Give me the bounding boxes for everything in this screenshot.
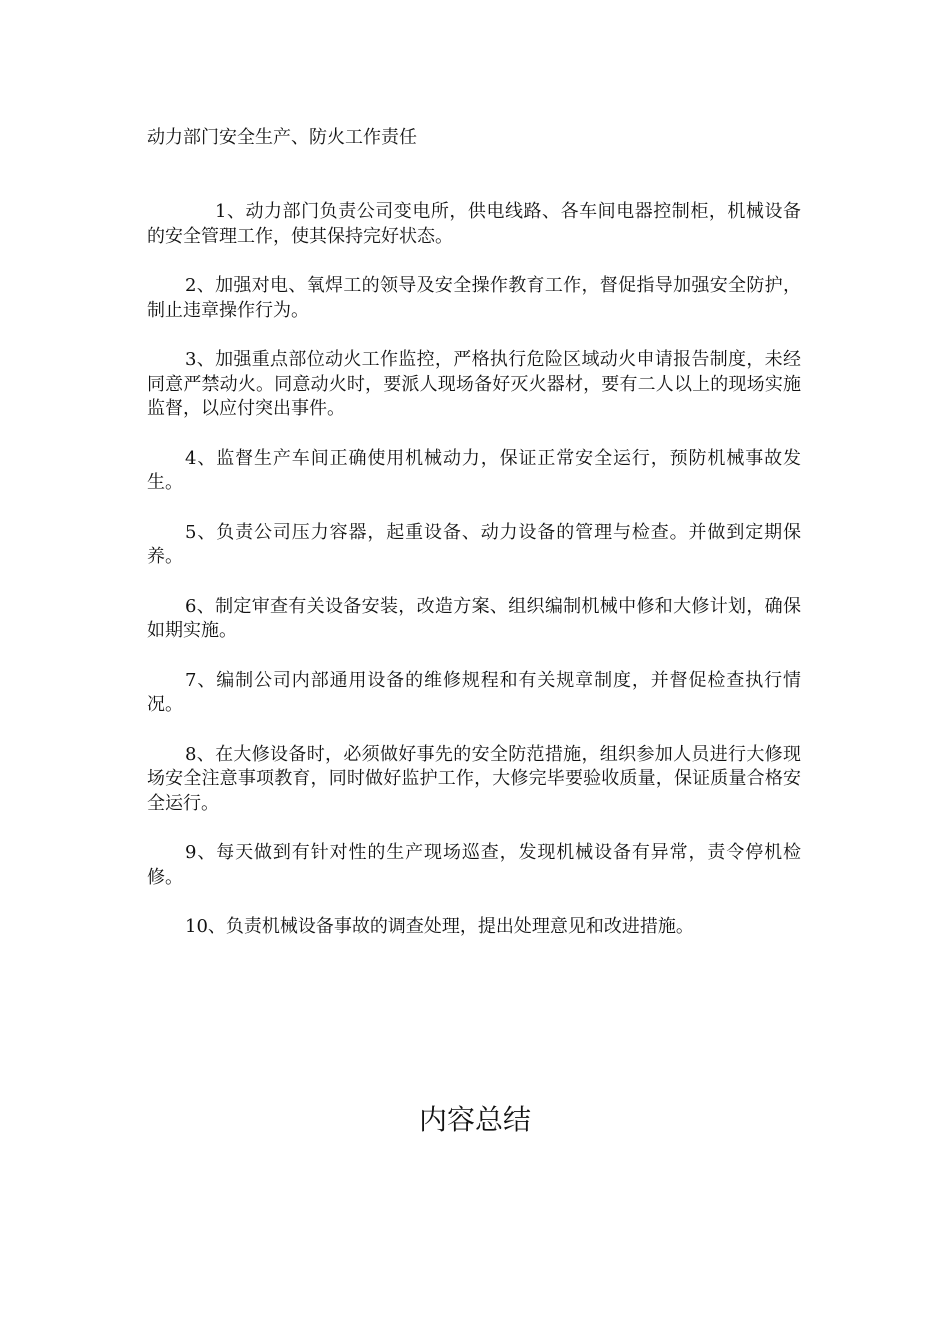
list-item: 3、加强重点部位动火工作监控，严格执行危险区域动火申请报告制度，未经同意严禁动火。同意动火时，要派人现场备好灭火器材，要有二人以上的现场实施监督，以应付突出事件。 [147,349,801,419]
list-item: 5、负责公司压力容器，起重设备、动力设备的管理与检查。并做到定期保养。 [147,521,801,567]
list-item: 6、制定审查有关设备安装，改造方案、组织编制机械中修和大修计划，确保如期实施。 [147,595,801,641]
list-item: 7、编制公司内部通用设备的维修规程和有关规章制度，并督促检查执行情况。 [147,669,801,715]
summary-title: 内容总结 [418,1103,531,1136]
list-item: 9、每天做到有针对性的生产现场巡查，发现机械设备有异常，责令停机检修。 [147,842,801,888]
list-item: 10、负责机械设备事故的调查处理，提出处理意见和改进措施。 [185,916,694,937]
responsibility-list [147,200,801,965]
list-item: 1、动力部门负责公司变电所，供电线路、各车间电器控制柜，机械设备的安全管理工作，使其保持完好状态。 [147,201,801,247]
list-item: 8、在大修设备时，必须做好事先的安全防范措施，组织参加人员进行大修现场安全注意事项教育，同时做好监护工作，大修完毕要验收质量，保证质量合格安全运行。 [147,743,801,814]
list-item: 2、加强对电、氧焊工的领导及安全操作教育工作，督促指导加强安全防护，制止违章操作行为。 [147,275,801,321]
page-title: 动力部门安全生产、防火工作责任 [147,127,417,148]
list-item: 4、监督生产车间正确使用机械动力，保证正常安全运行，预防机械事故发生。 [147,447,801,493]
